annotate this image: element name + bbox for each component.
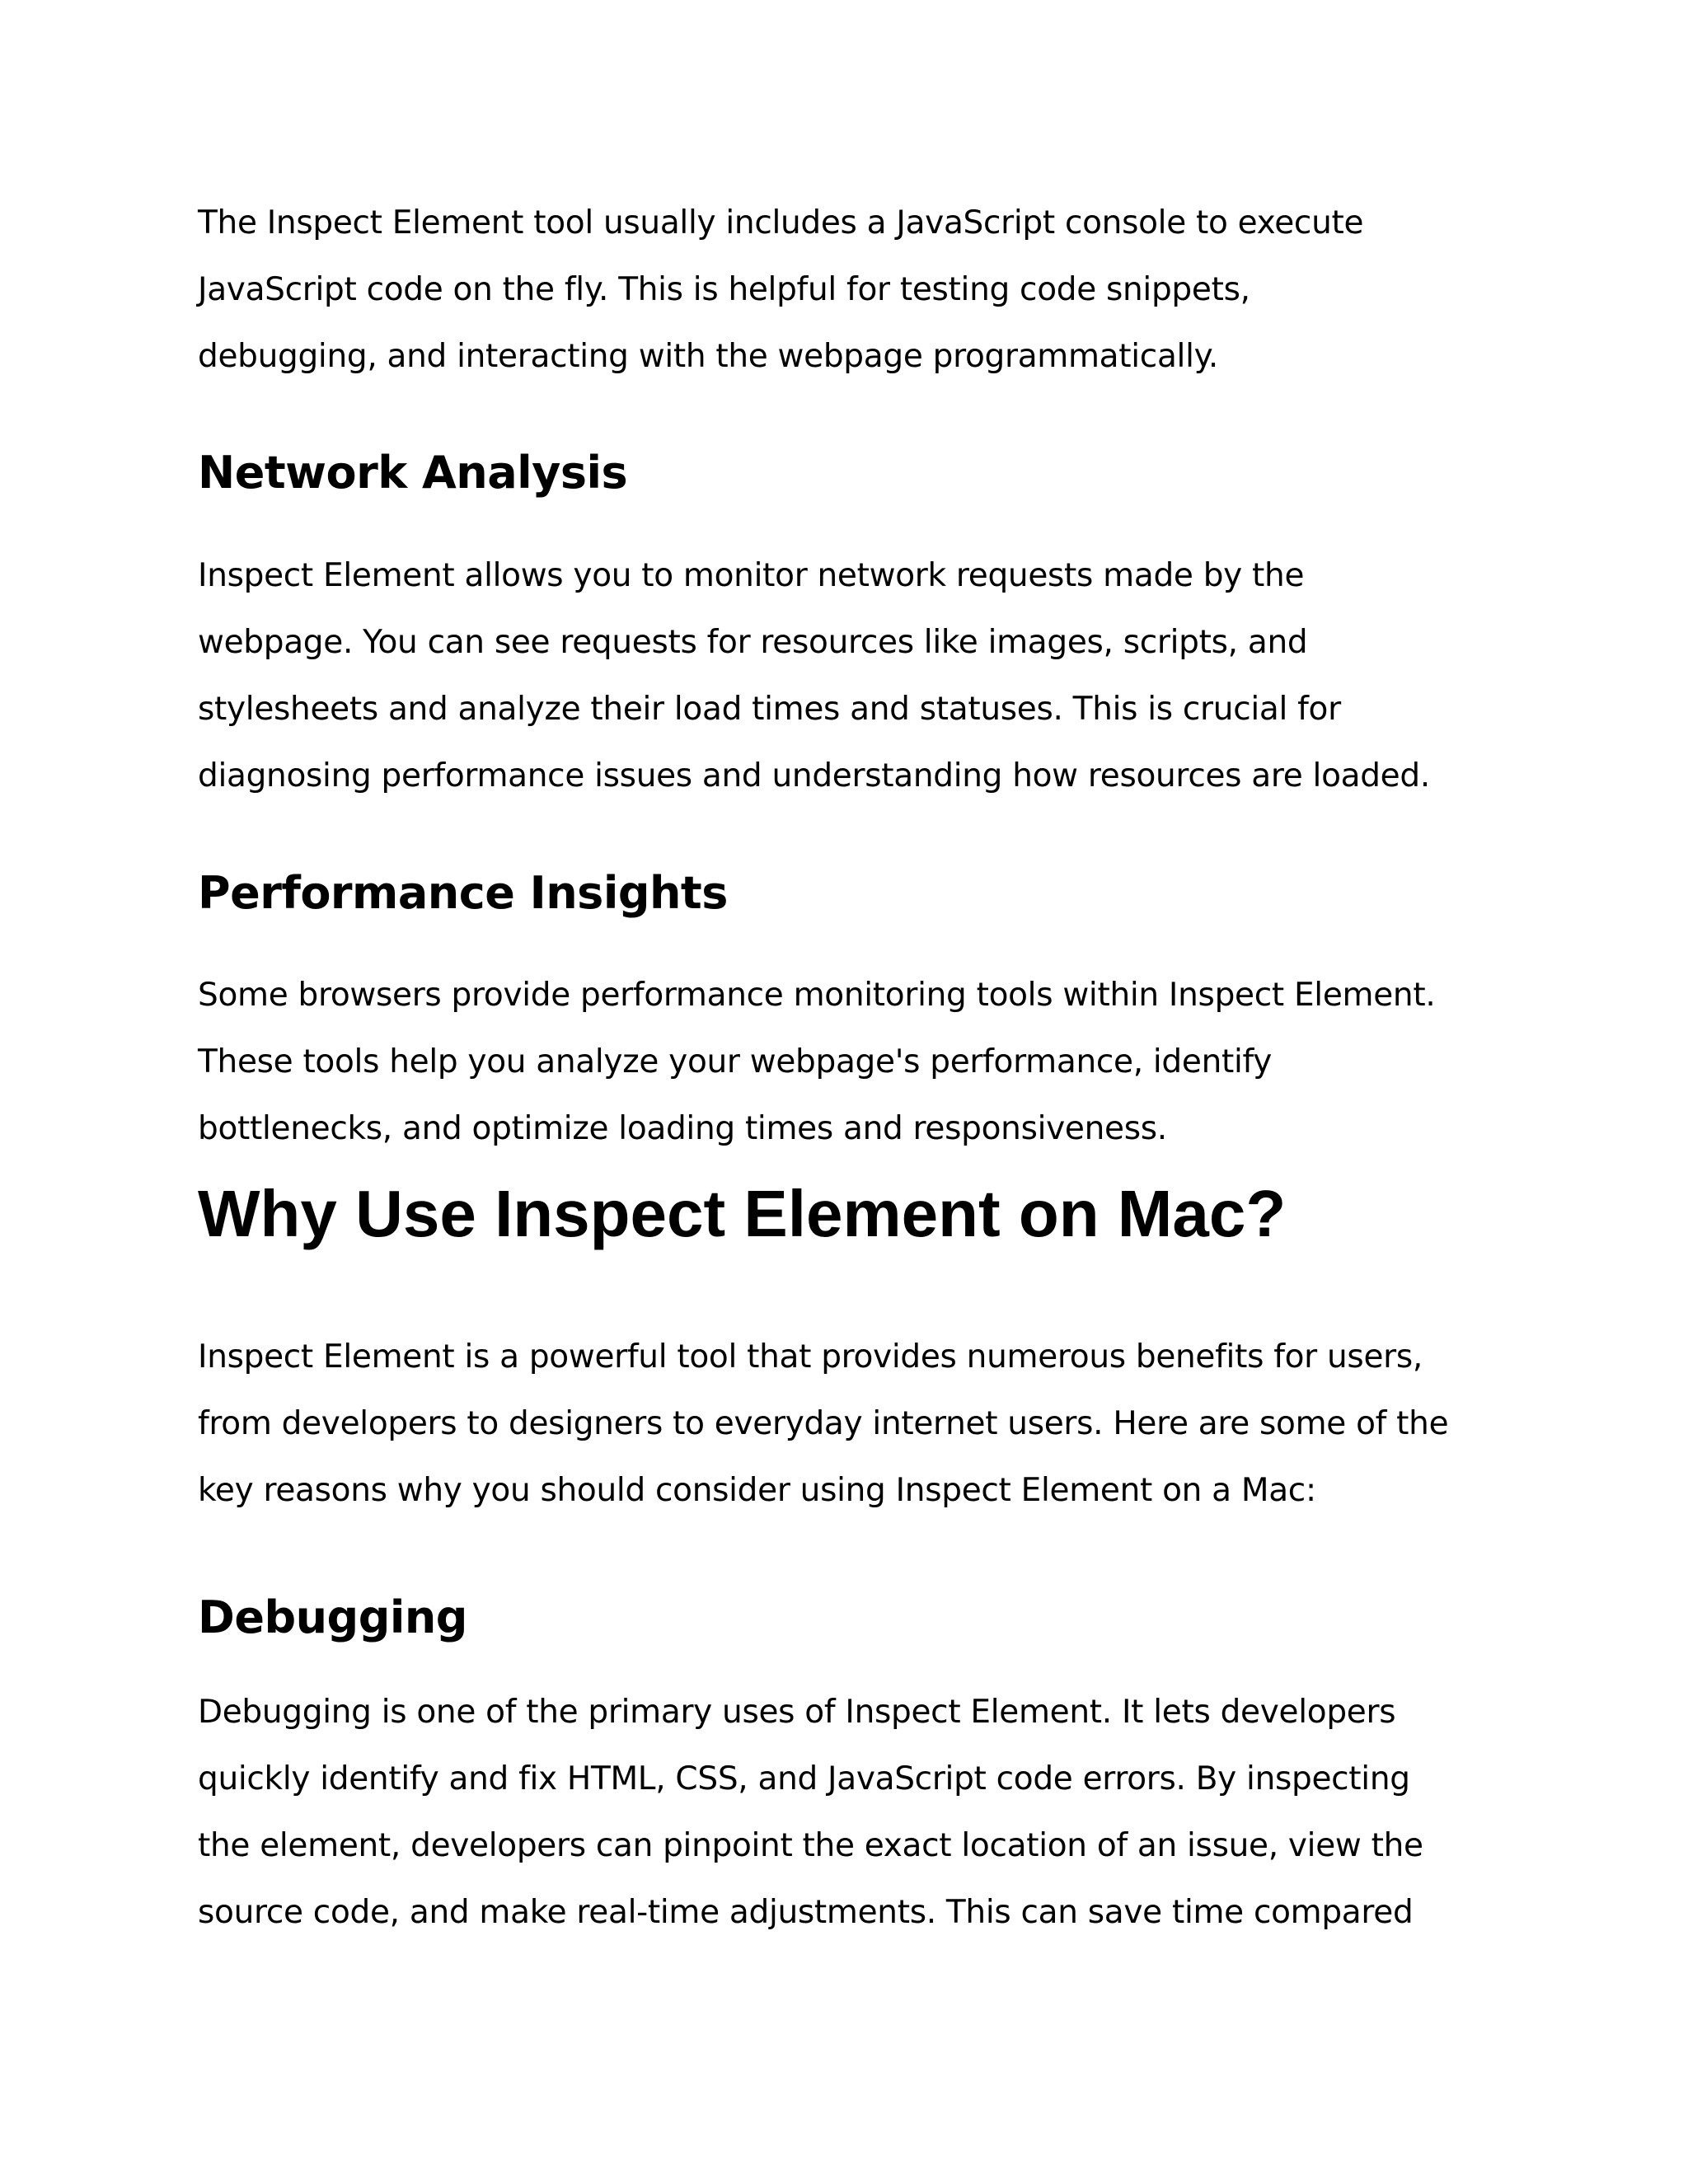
paragraph-console <box>198 190 1363 390</box>
paragraph-line: webpage. You can see requests for resources like images, scripts, and <box>198 624 1308 661</box>
paragraph-line: Inspect Element is a powerful tool that provides numerous benefits for users, <box>198 1338 1423 1376</box>
paragraph-line: The Inspect Element tool usually includes a JavaScript console to execute <box>198 204 1364 241</box>
paragraph-line: debugging, and interacting with the webpage programmatically. <box>198 338 1218 375</box>
heading-network-analysis: Network Analysis <box>198 447 628 499</box>
paragraph-line: bottlenecks, and optimize loading times and responsiveness. <box>198 1110 1167 1147</box>
paragraph-line: stylesheets and analyze their load times and statuses. This is crucial for <box>198 691 1341 728</box>
paragraph-line: Inspect Element allows you to monitor network requests made by the <box>198 557 1305 594</box>
paragraph-performance-insights <box>198 962 1435 1162</box>
heading-performance-insights: Performance Insights <box>198 867 728 919</box>
paragraph-line: Debugging is one of the primary uses of Inspect Element. It lets developers <box>198 1694 1396 1731</box>
paragraph-line: JavaScript code on the fly. This is helpful for testing code snippets, <box>198 271 1250 308</box>
paragraph-line: source code, and make real-time adjustments. This can save time compared <box>198 1894 1414 1931</box>
paragraph-line: diagnosing performance issues and understanding how resources are loaded. <box>198 757 1430 794</box>
paragraph-line: from developers to designers to everyday internet users. Here are some of the <box>198 1405 1449 1442</box>
heading-debugging: Debugging <box>198 1591 467 1643</box>
paragraph-line: the element, developers can pinpoint the exact location of an issue, view the <box>198 1827 1423 1864</box>
paragraph-line: These tools help you analyze your webpage's performance, identify <box>198 1043 1273 1080</box>
heading-why-use-inspect-element: Why Use Inspect Element on Mac? <box>198 1177 1287 1250</box>
paragraph-line: Some browsers provide performance monitoring tools within Inspect Element. <box>198 977 1436 1014</box>
paragraph-network-analysis <box>198 542 1430 809</box>
paragraph-line: quickly identify and fix HTML, CSS, and JavaScript code errors. By inspecting <box>198 1760 1410 1797</box>
paragraph-line: key reasons why you should consider using Inspect Element on a Mac: <box>198 1472 1316 1509</box>
paragraph-debugging <box>198 1679 1423 1946</box>
paragraph-why-use <box>198 1324 1448 1524</box>
